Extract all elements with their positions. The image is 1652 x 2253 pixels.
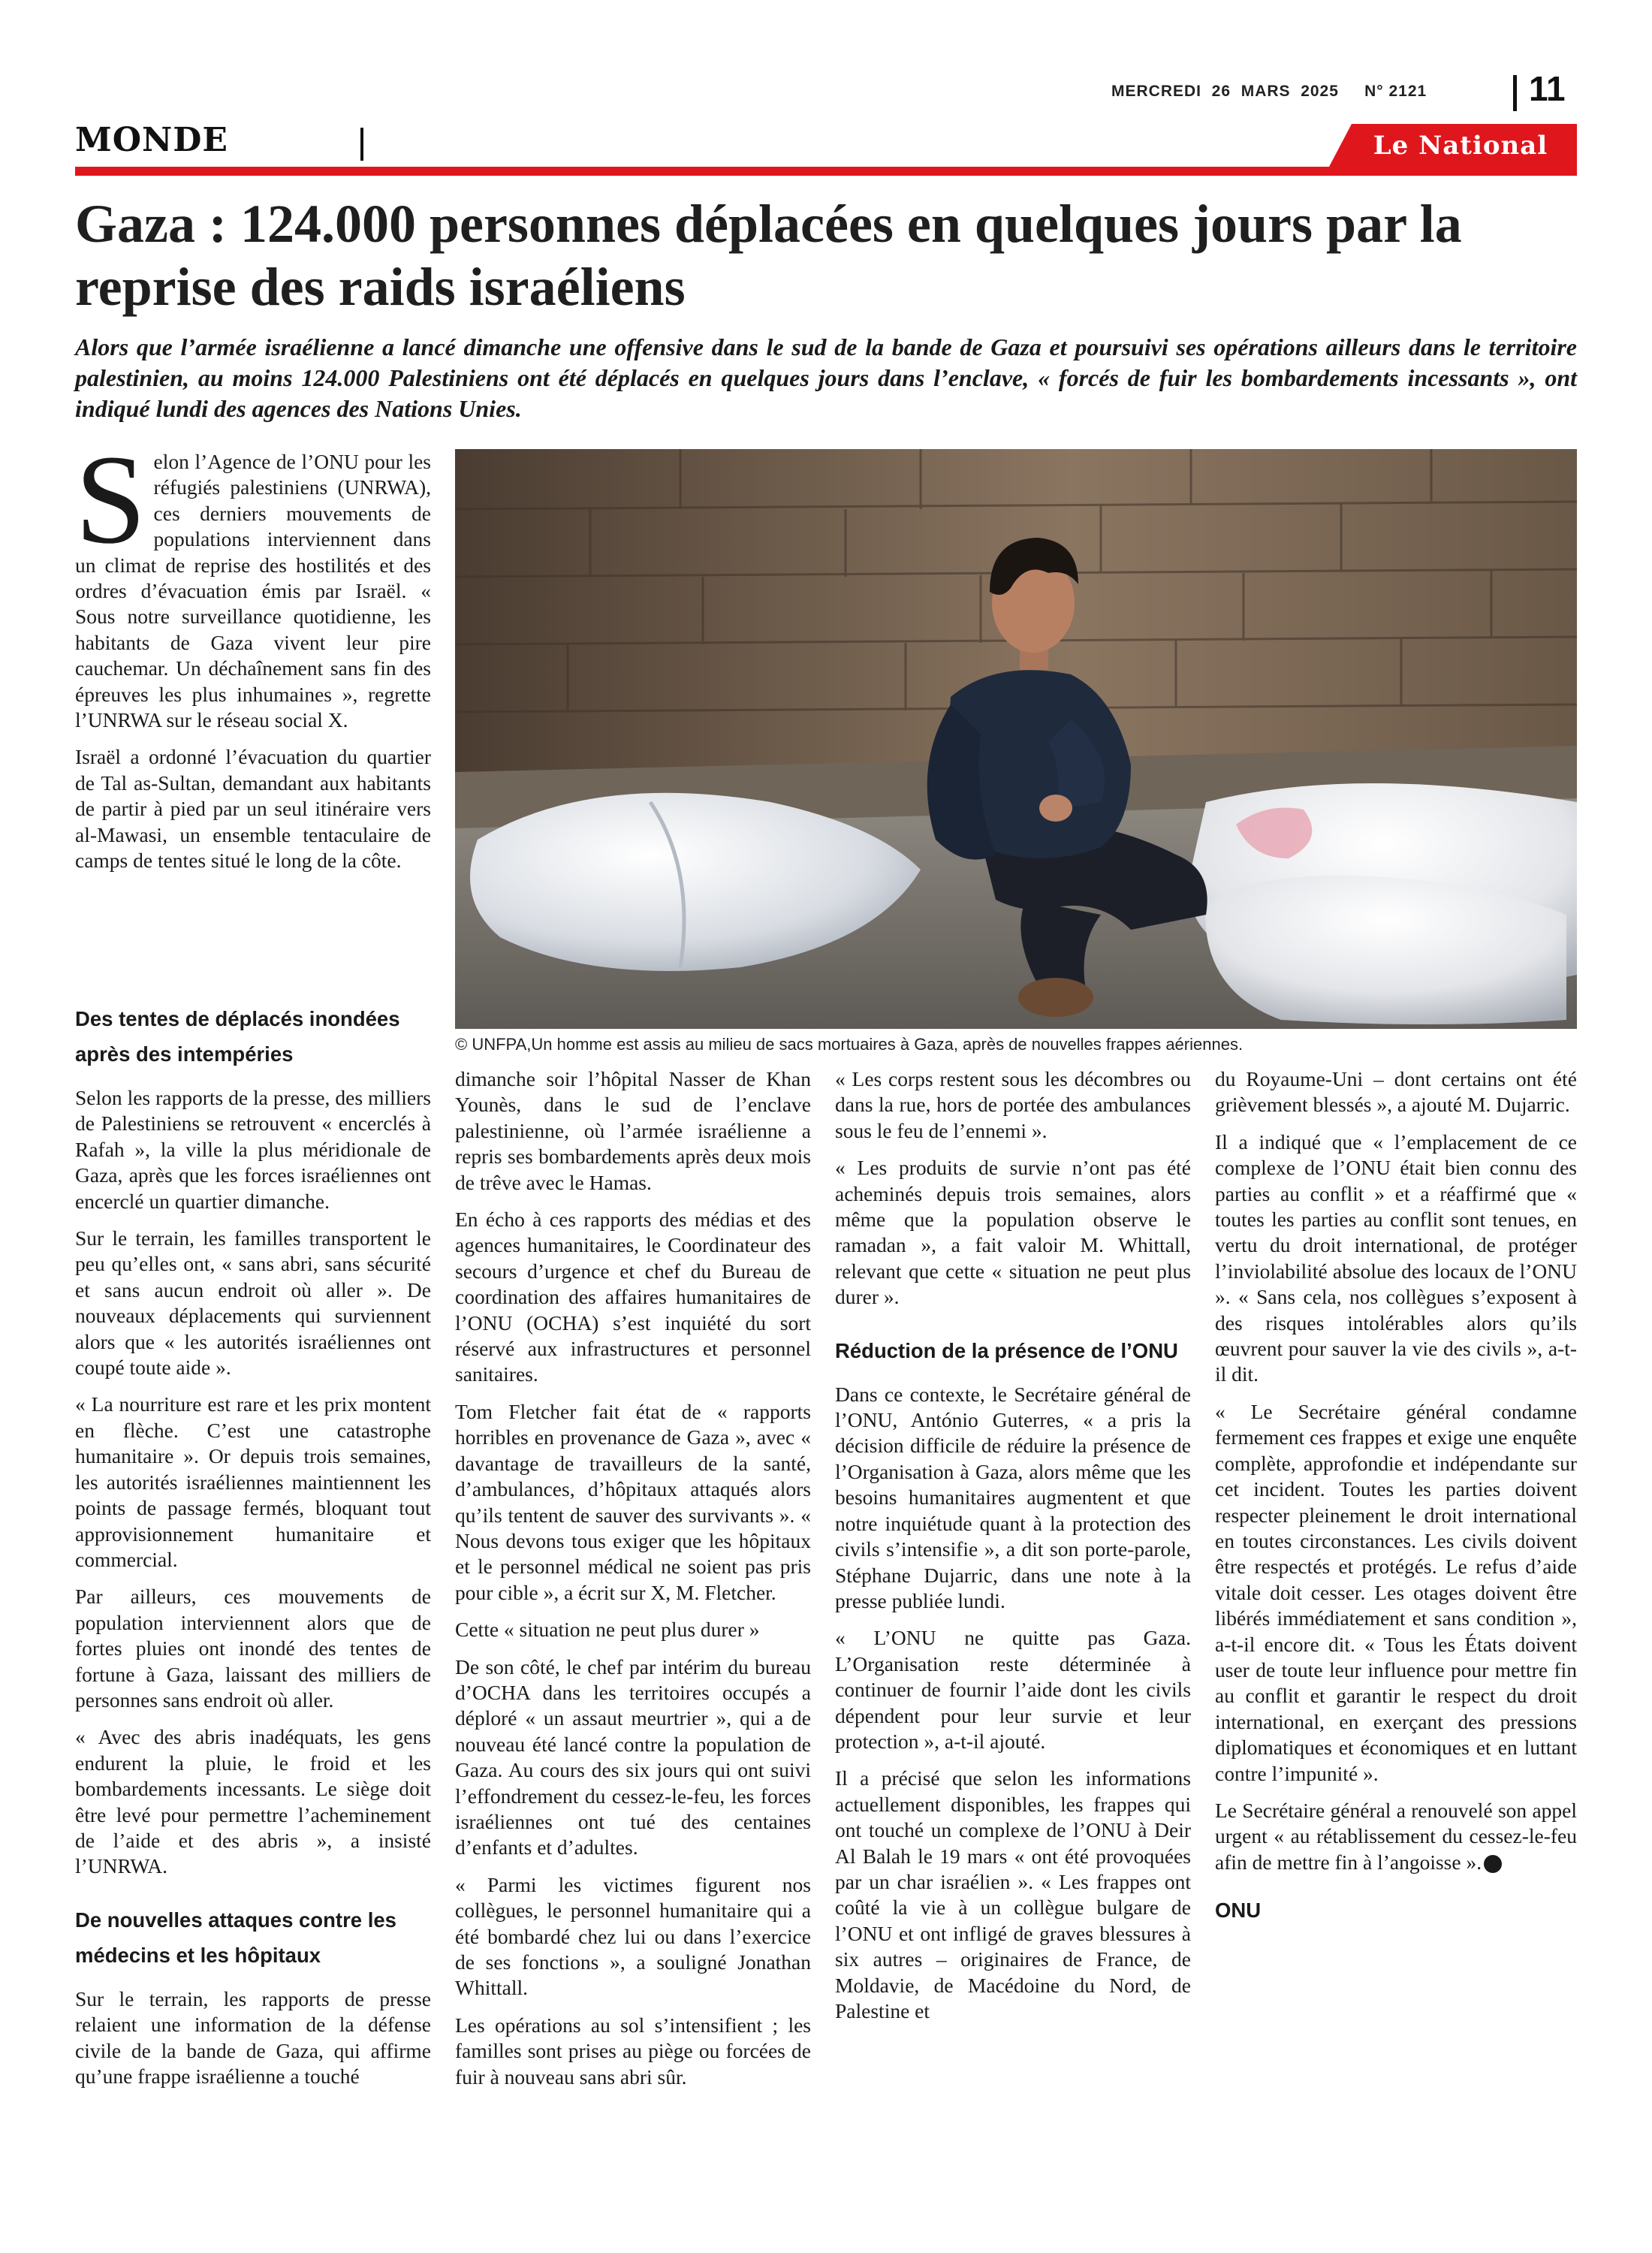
article-headline: Gaza : 124.000 personnes déplacées en quelques jours par la reprise des raids israéliens (75, 194, 1462, 317)
article-photo (455, 449, 1577, 1029)
column-2 (455, 1066, 811, 2101)
paragraph: Selon les rapports de la presse, des milliers de Palestiniens se retrouvent « encerclés à Rafah », la ville la plus méridionale de Gaza, après que les forces israéliennes ont encerclé un quartier dimanche. (75, 1086, 431, 1213)
drop-cap: S (75, 429, 146, 570)
column-3 (835, 1066, 1191, 2035)
page-number: 11 (1529, 69, 1566, 108)
paragraph: du Royaume-Uni – dont certains ont été grièvement blessés », a ajouté M. Dujarric. (1215, 1067, 1577, 1117)
paragraph: Le Secrétaire général a renouvelé son appel urgent « au rétablissement du cessez-le-feu afin de mettre fin à l’angoisse ». (1215, 1798, 1577, 1874)
photo-illustration (455, 449, 1577, 1029)
paragraph: Cette « situation ne peut plus durer » (455, 1618, 760, 1642)
paragraph: Il a précisé que selon les informations actuellement disponibles, les frappes qui ont touché un complexe de l’ONU à Deir Al Balah le 19 mars « ont été provoquées par un char israélien ». « Les frappes ont coûté la vie à un collègue bulgare de l’ONU et ont infligé de graves blessures à six autres – originaires de France, de Moldavie, de Macédoine du Nord, de Palestine et (835, 1766, 1191, 2022)
subheading: Des tentes de déplacés inondées après des intempéries (75, 1007, 400, 1066)
section-title: MONDE (75, 121, 228, 159)
subheading: De nouvelles attaques contre les médecins et les hôpitaux (75, 1908, 396, 1967)
paragraph: Selon l’Agence de l’ONU pour les réfugiés palestiniens (UNRWA), ces derniers mouvements de populations interviennent dans un climat de reprise des hostilités et des ordres d’évacuation émis par Israël. « Sous notre surveillance quotidienne, les habitants de Gaza vivent leur pire cauchemar. Un déchaînement sans fin des épreuves les plus inhumaines », regrette l’UNRWA sur le réseau social X. (75, 429, 431, 732)
paragraph: Il a indiqué que « l’emplacement de ce complexe de l’ONU était bien connu des parties au conflit » et a réaffirmé que « toutes les parties au conflit sont tenues, en vertu du droit international, de protéger l’inviolabilité absolue des locaux de l’ONU ». « Sans cela, nos collègues s’exposent à des risques intolérables alors qu’ils œuvrent pour sauver la vie des civils », a-t-il dit. (1215, 1130, 1577, 1386)
paragraph: « Avec des abris inadéquats, les gens endurent la pluie, le froid et les bombardements incessants. Le siège doit être levé pour permettre l’acheminement de l’aide et des abris », a insisté l’UNRWA. (75, 1725, 431, 1878)
header-rule (75, 167, 1577, 176)
paragraph: « Les produits de survie n’ont pas été acheminés depuis trois semaines, alors même que la population observe le ramadan », a fait valoir M. Whittall, relevant que cette « situation ne peut plus durer ». (835, 1156, 1191, 1309)
newspaper-brand: Le National (1373, 131, 1548, 161)
paragraph: Israël a ordonné l’évacuation du quartier de Tal as-Sultan, demandant aux habitants de partir à pied par un seul itinéraire vers al-Mawasi, un ensemble tentaculaire de camps de tentes situé le long de la côte. (75, 745, 431, 873)
paragraph: dimanche soir l’hôpital Nasser de Khan Younès, dans le sud de l’enclave palestinienne, où l’armée israélienne a repris ses bombardements après deux mois de trêve avec le Hamas. (455, 1067, 811, 1194)
section-divider (360, 128, 363, 161)
column-1-bottom (75, 979, 431, 2101)
page-number-divider (1513, 75, 1517, 111)
column-4 (1215, 1066, 1577, 1935)
end-of-article-icon (1484, 1855, 1502, 1873)
paragraph: « La nourriture est rare et les prix montent en flèche. C’est une catastrophe humanitaire ». Or depuis trois semaines, les autorités israéliennes maintiennent les points de passage fermés, bloquant tout approvisionnement humanitaire et commercial. (75, 1392, 431, 1571)
paragraph: Sur le terrain, les rapports de presse relaient une information de la défense civile de la bande de Gaza, qui affirme qu’une frappe israélienne a touché (75, 1986, 431, 2088)
paragraph: De son côté, le chef par intérim du bureau d’OCHA dans les territoires occupés a déploré « un assaut meurtrier », qui a de nouveau été lancé contre la population de Gaza. Au cours des six jours qui ont suivi l’effondrement du cessez-le-feu, les forces israéliennes ont tué des centaines d’enfants et d’adultes. (455, 1654, 811, 1859)
photo-caption: © UNFPA,Un homme est assis au milieu de sacs mortuaires à Gaza, après de nouvelles frappes aériennes. (455, 1035, 1244, 1054)
issue-date: MERCREDI 26 MARS 2025 N° 2121 (1111, 83, 1427, 100)
paragraph: « L’ONU ne quitte pas Gaza. L’Organisation reste déterminée à continuer de fournir l’aide dont les civils dépendent pour leur survie et leur protection », a-t-il ajouté. (835, 1626, 1191, 1753)
column-1-top (75, 429, 431, 885)
paragraph: « Parmi les victimes figurent nos collègues, le personnel humanitaire qui a été bombardé chez lui ou dans l’exercice de ses fonctions », a souligné Jonathan Whittall. (455, 1872, 811, 2000)
article-lede: Alors que l’armée israélienne a lancé dimanche une offensive dans le sud de la bande de Gaza et poursuivi ses opérations ailleurs dans le territoire palestinien, au moins 124.000 Palestiniens ont été déplacés en quelques jours dans l’enclave, « forcés de fuir les bombardements incessants », ont indiqué lundi des agences des Nations Unies. (75, 333, 1577, 422)
paragraph: « Le Secrétaire général condamne fermement ces frappes et exige une enquête complète, approfondie et indépendante sur cet incident. Toutes les parties doivent respecter pleinement le droit international en toutes circonstances. Les civils doivent être respectés et protégés. Le refus d’aide vitale doit cesser. Les otages doivent être libérés immédiatement et sans condition », a-t-il encore dit. « Tous les États doivent user de toute leur influence pour mettre fin au conflit et garantir le respect du droit international, en exerçant des pressions diplomatiques et économiques et en luttant contre l’impunité ». (1215, 1399, 1577, 1785)
article-signature: ONU (1215, 1899, 1262, 1923)
paragraph: Les opérations au sol s’intensifient ; les familles sont prises au piège ou forcées de fuir à nouveau sans abri sûr. (455, 2013, 811, 2089)
paragraph: Dans ce contexte, le Secrétaire général de l’ONU, António Guterres, « a pris la décision difficile de réduire la présence de l’Organisation à Gaza, alors même que les besoins humanitaires augmentent et que notre inquiétude quant à la protection des civils s’intensifie », a dit son porte-parole, Stéphane Dujarric, dans une note à la presse publiée lundi. (835, 1382, 1191, 1612)
paragraph: En écho à ces rapports des médias et des agences humanitaires, le Coordinateur des secours d’urgence et chef du Bureau de coordination des affaires humanitaires de l’ONU (OCHA) s’est inquiété du sort réservé aux infrastructures et personnel sanitaires. (455, 1208, 811, 1386)
paragraph: Tom Fletcher fait état de « rapports horribles en provenance de Gaza », avec « davantage de travailleurs de la santé, d’ambulances, d’hôpitaux attaqués alors qu’ils tentent de sauver des survivants ». « Nous devons tous exiger que les hôpitaux et le personnel médical ne soient pas pris pour cible », a écrit sur X, M. Fletcher. (455, 1399, 811, 1604)
paragraph: « Les corps restent sous les décombres ou dans la rue, hors de portée des ambulances sous le feu de l’ennemi ». (835, 1067, 1191, 1142)
paragraph: Par ailleurs, ces mouvements de population interviennent alors que de fortes pluies ont inondé des tentes de fortune à Gaza, laissant des milliers de personnes sans endroit où aller. (75, 1585, 431, 1712)
subheading: Réduction de la présence de l’ONU (835, 1338, 1178, 1362)
paragraph: Sur le terrain, les familles transportent le peu qu’elles ont, « sans abri, sans sécurité et sans aucun endroit où aller ». De nouveaux déplacements qui surviennent alors que « les autorités israéliennes ont coupé toute aide ». (75, 1226, 431, 1380)
